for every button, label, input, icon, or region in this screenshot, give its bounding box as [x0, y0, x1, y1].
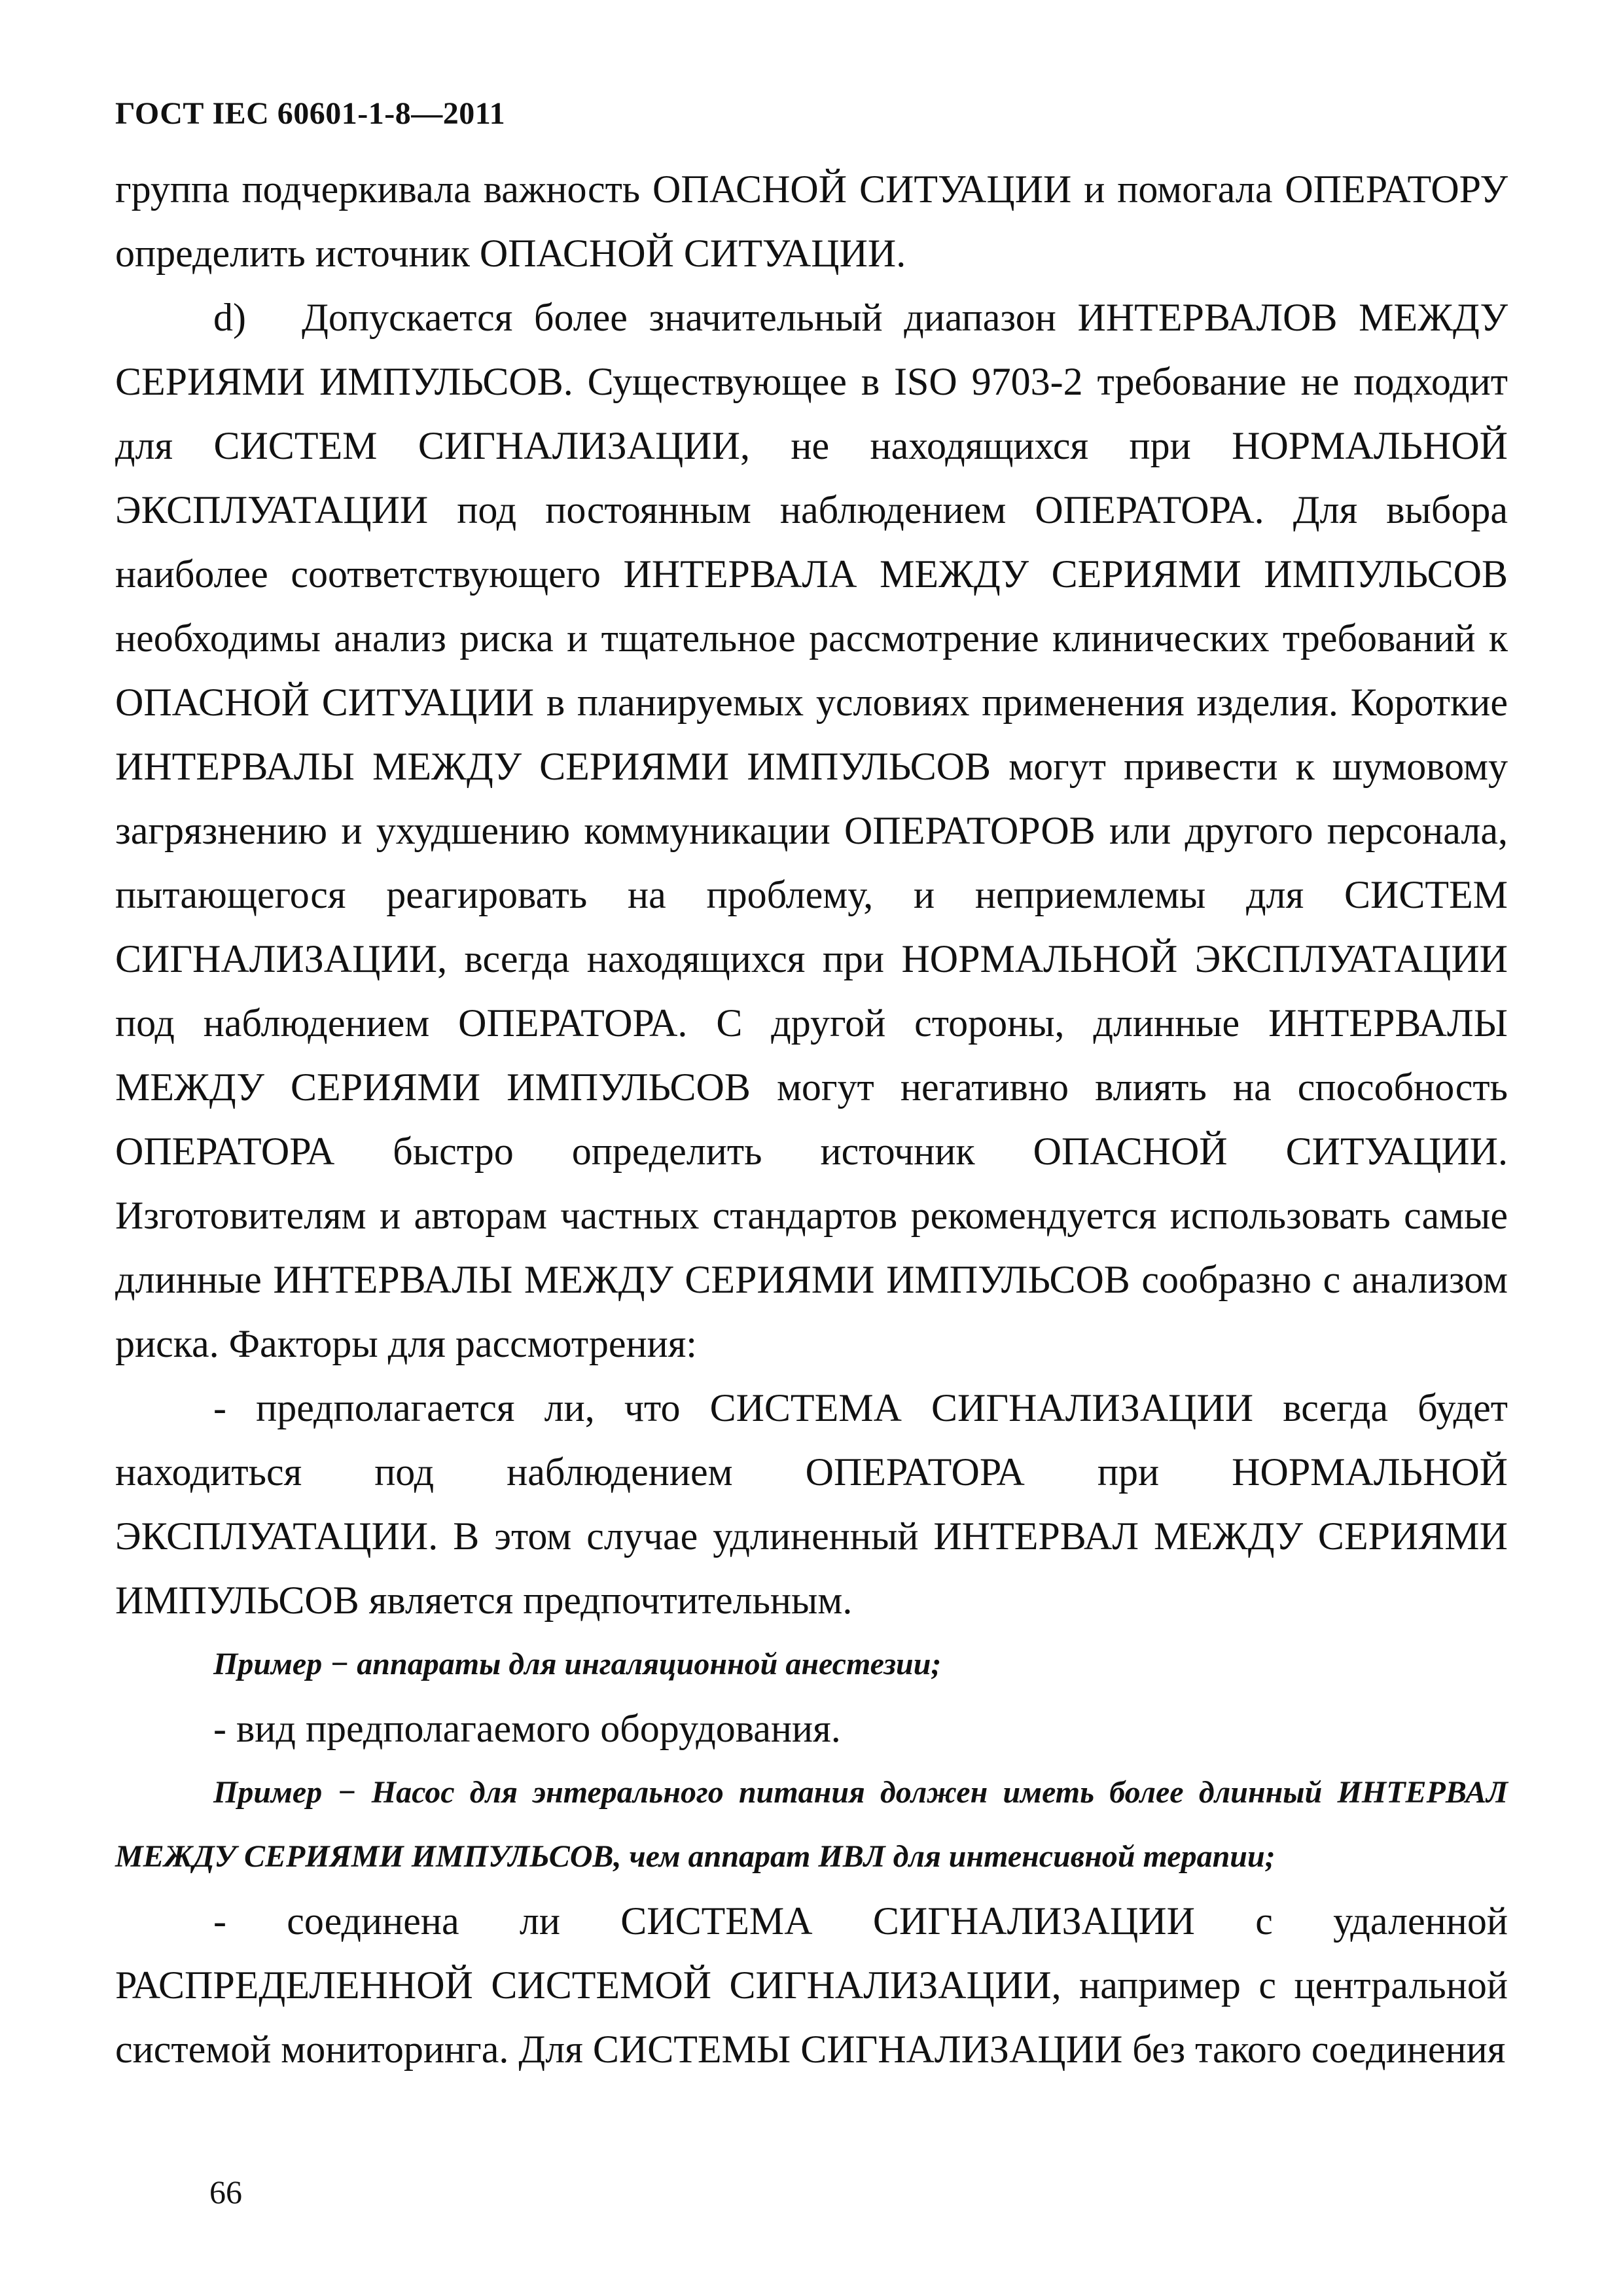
example-1: Пример − аппараты для ингаляционной анестезии;: [213, 1647, 942, 1681]
body-text: [115, 157, 1508, 2081]
item-d-text: Допускается более значительный диапазон ИНТЕРВАЛОВ МЕЖДУ СЕРИЯМИ ИМПУЛЬСОВ. Существующее в ISO 9703-2 требование не подходит для СИСТЕМ СИГНАЛИЗАЦИИ, не находящихся при НОРМАЛЬНОЙ ЭКСПЛУАТАЦИИ под постоянным наблюдением ОПЕРАТОРА. Для выбора наиболее соответствующего ИНТЕРВАЛА МЕЖДУ СЕРИЯМИ ИМПУЛЬСОВ необходимы анализ риска и тщательное рассмотрение клинических требований к ОПАСНОЙ СИТУАЦИИ в планируемых условиях применения изделия. Короткие ИНТЕРВАЛЫ МЕЖДУ СЕРИЯМИ ИМПУЛЬСОВ могут привести к шумовому загрязнению и ухудшению коммуникации ОПЕРАТОРОВ или другого персонала, пытающегося реагировать на проблему, и неприемлемы для СИСТЕМ СИГНАЛИЗАЦИИ, всегда находящихся при НОРМАЛЬНОЙ ЭКСПЛУАТАЦИИ под наблюдением ОПЕРАТОРА. С другой стороны, длинные ИНТЕРВАЛЫ МЕЖДУ СЕРИЯМИ ИМПУЛЬСОВ могут негативно влиять на способность ОПЕРАТОРА быстро определить источник ОПАСНОЙ СИТУАЦИИ. Изготовителям и авторам частных стандартов рекомендуется использовать самые длинные ИНТЕРВАЛЫ МЕЖДУ СЕРИЯМИ ИМПУЛЬСОВ сообразно с анализом риска. Факторы для рассмотрения:: [115, 296, 1508, 1365]
factor-item-1: - предполагается ли, что СИСТЕМА СИГНАЛИЗАЦИИ всегда будет находиться под наблюдением ОПЕРАТОРА при НОРМАЛЬНОЙ ЭКСПЛУАТАЦИИ. В этом случае удлиненный ИНТЕРВАЛ МЕЖДУ СЕРИЯМИ ИМПУЛЬСОВ является предпочтительным.: [115, 1386, 1508, 1622]
paragraph-item-d: [115, 285, 1508, 1376]
factor-item-3: - соединена ли СИСТЕМА СИГНАЛИЗАЦИИ с удаленной РАСПРЕДЕЛЕННОЙ СИСТЕМОЙ СИГНАЛИЗАЦИИ, например с центральной системой мониторинга. Для СИСТЕМЫ СИГНАЛИЗАЦИИ без такого соединения: [115, 1899, 1508, 2071]
document-header: ГОСТ IEC 60601-1-8—2011: [115, 96, 506, 131]
factor-item-2: - вид предполагаемого оборудования.: [213, 1707, 841, 1750]
item-label-d: d): [213, 296, 246, 339]
page-number: 66: [209, 2174, 242, 2210]
example-2: Пример − Насос для энтерального питания должен иметь более длинный ИНТЕРВАЛ МЕЖДУ СЕРИЯМИ ИМПУЛЬСОВ, чем аппарат ИВЛ для интенсивной терапии;: [115, 1775, 1508, 1874]
paragraph-continuation: группа подчеркивала важность ОПАСНОЙ СИТУАЦИИ и помогала ОПЕРАТОРУ определить источник ОПАСНОЙ СИТУАЦИИ.: [115, 168, 1508, 275]
